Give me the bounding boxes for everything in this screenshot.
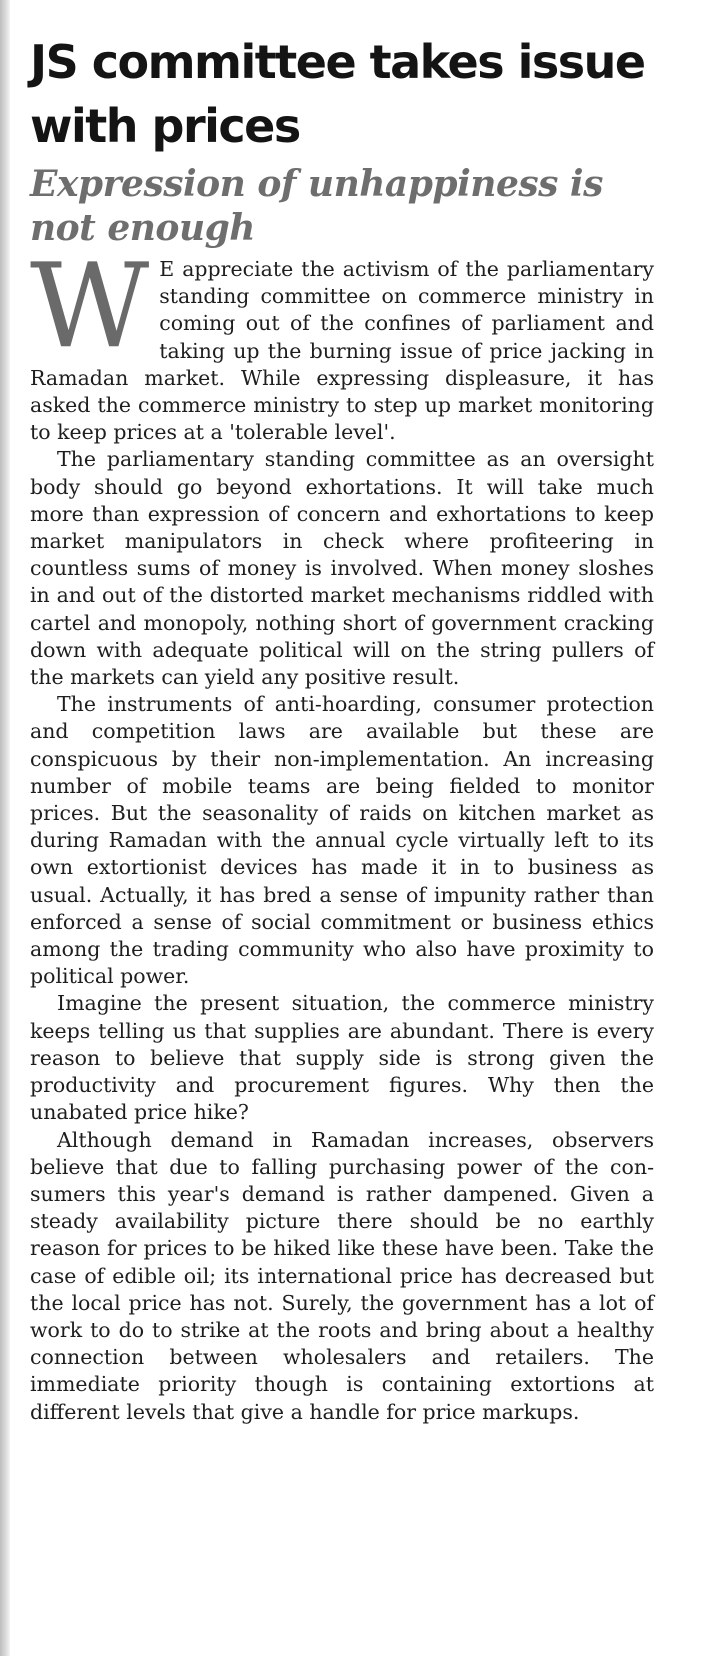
article-body <box>30 239 654 1426</box>
page-edge-shadow <box>0 0 10 1656</box>
paragraph-2: The parliamentary standing committee as an oversight body should go beyond exhortations. It will take much more than expression of concern and exhortations to keep market manipulators in check where profiteering in countless sums of money is involved. When money sloshes in and out of the distorted market mechanisms riddled with cartel and monopoly, nothing short of government cracking down with adequate political will on the string pullers of the markets can yield any positive result. <box>30 447 654 690</box>
subheadline: Expression of unhappiness is not enough <box>30 163 603 249</box>
drop-cap: W <box>30 239 150 374</box>
paragraph-4: Imagine the present situation, the commerce ministry keeps telling us that supplies are abundant. There is every reason to believe that supply side is strong given the productivity and procurement figures. Why then the unabated price hike? <box>30 991 654 1125</box>
paragraph-5: Although demand in Ramadan increases, observers believe that due to falling purchasing power of the consumers this year's demand is rather dampened. Given a steady availability picture there should be no earthly reason for prices to be hiked like these have been. Take the case of edible oil; its international price has decreased but the local price has not. Surely, the government has a lot of work to do to strike at the roots and bring about a healthy connection between wholesalers and retailers. The immediate priority though is containing extortions at different levels that give a handle for price markups. <box>30 1127 654 1424</box>
paragraph-3: The instruments of anti-hoarding, consumer protection and competition laws are available but these are conspicuous by their non-implementation. An increasing number of mobile teams are being fielded to monitor prices. But the seasonality of raids on kitchen market as during Ramadan with the annual cycle virtually left to its own extortionist devices has made it in to business as usual. Actually, it has bred a sense of impunity rather than enforced a sense of social commitment or business ethics among the trading community who also have proximity to political power. <box>30 692 654 989</box>
paragraph-1 <box>30 239 654 446</box>
paragraph-1-text: E appreciate the activism of the parliamentary standing committee on commerce ministry in coming out of the confines of parliament and taking up the burning issue of price jacking in Ramadan market. While expressing displeasure, it has asked the commerce ministry to step up market monitoring to keep prices at a 'tolerable level'. <box>30 257 654 445</box>
headline: JS committee takes issue with prices <box>30 35 645 153</box>
editorial-article <box>30 30 654 1426</box>
